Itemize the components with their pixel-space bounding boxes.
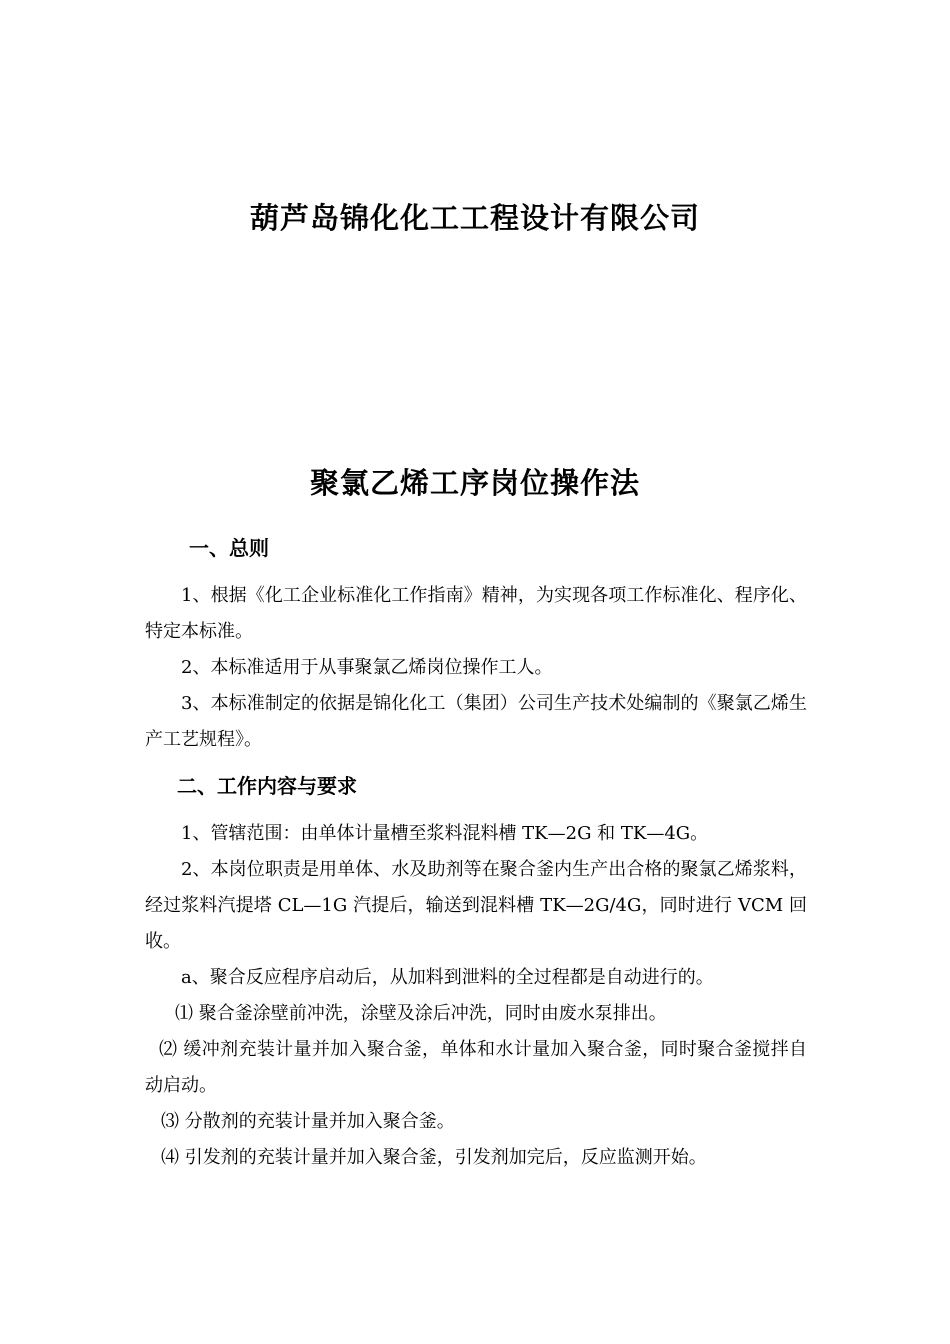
paragraph: 3、本标准制定的依据是锦化化工（集团）公司生产技术处编制的《聚氯乙烯生产工艺规程》。: [145, 693, 807, 750]
document-body: [145, 530, 807, 1176]
list-item: ⑴ 聚合釜涂壁前冲洗，涂壁及涂后冲洗，同时由废水泵排出。: [175, 1003, 667, 1024]
section-heading-general: 一、总则: [189, 536, 269, 560]
document-title: 聚氯乙烯工序岗位操作法: [309, 466, 640, 500]
paragraph: a、聚合反应程序启动后，从加料到泄料的全过程都是自动进行的。: [181, 967, 714, 988]
list-item: ⑵ 缓冲剂充装计量并加入聚合釜，单体和水计量加入聚合釜，同时聚合釜搅拌自动启动。: [145, 1039, 807, 1096]
paragraph: 2、本标准适用于从事聚氯乙烯岗位操作工人。: [181, 657, 553, 678]
paragraph: 2、本岗位职责是用单体、水及助剂等在聚合釜内生产出合格的聚氯乙烯浆料，经过浆料汽提塔 CL—1G 汽提后，输送到混料槽 TK—2G/4G，同时进行 VCM 回收。: [145, 859, 807, 952]
company-name: 葫芦岛锦化化工工程设计有限公司: [249, 201, 700, 235]
list-item: ⑷ 引发剂的充装计量并加入聚合釜，引发剂加完后，反应监测开始。: [161, 1147, 707, 1168]
list-item: ⑶ 分散剂的充装计量并加入聚合釜。: [161, 1111, 455, 1132]
paragraph: 1、管辖范围：由单体计量槽至浆料混料槽 TK—2G 和 TK—4G。: [181, 823, 709, 844]
section-heading-work-content: 二、工作内容与要求: [177, 774, 357, 798]
paragraph: 1、根据《化工企业标准化工作指南》精神，为实现各项工作标准化、程序化、特定本标准。: [145, 585, 807, 642]
